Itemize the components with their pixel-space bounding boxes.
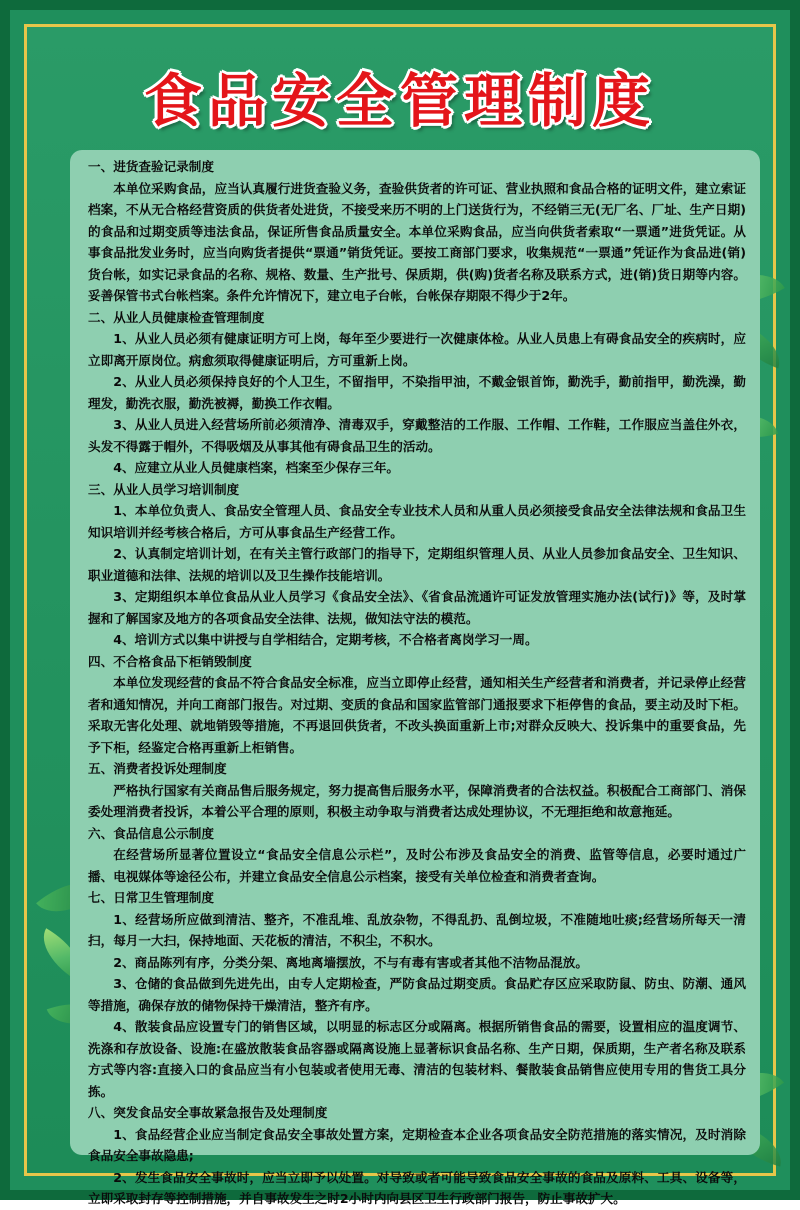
section-heading: 六、食品信息公示制度 [88,825,214,841]
section-heading: 二、从业人员健康检查管理制度 [88,309,265,325]
section-heading: 八、突发食品安全事故紧急报告及处理制度 [88,1105,328,1120]
section-heading: 七、日常卫生管理制度 [88,890,214,905]
section-paragraph: 1、食品经营企业应当制定食品安全事故处置方案，定期检查本企业各项食品安全防范措施的落实情况，及时消除食品安全事故隐患; [88,1126,746,1163]
section-heading: 五、消费者投诉处理制度 [88,761,227,776]
section-paragraph: 2、商品陈列有序，分类分架、离地离墙摆放，不与有毒有害或者其他不洁物品混放。 [113,954,588,970]
section-paragraph: 3、从业人员进入经营场所前必须清净、清毒双手，穿戴整洁的工作服、工作帽、工作鞋，工作服应当盖住外衣，头发不得露于帽外，不得吸烟及从事其他有碍食品卫生的活动。 [88,417,746,454]
section-paragraph: 1、经营场所应做到清洁、整齐，不准乱堆、乱放杂物，不得乱扔、乱倒垃圾，不准随地吐痰;经营场所每天一清扫，每月一大扫，保持地面、天花板的清洁，不积尘，不积水。 [88,911,746,948]
section-heading: 一、进货查验记录制度 [88,159,214,174]
section-paragraph: 4、散装食品应设置专门的销售区域，以明显的标志区分或隔离。根据所销售食品的需要，设置相应的温度调节、洗涤和存放设备、设施:在盛放散装食品容器或隔离设施上显著标识食品名称、生产日期，保质期，生产者名称及联系方式等内容:直接入口的食品应当有小包装或者使用无毒、清洁的包装材料、餐散装食品销售应使用专用的售货工具分拣。 [88,1019,746,1099]
section-paragraph: 1、本单位负责人、食品安全管理人员、食品安全专业技术人员和从重人员必须接受食品安全法律法规和食品卫生知识培训并经考核合格后，方可从事食品生产经营工作。 [88,503,746,540]
section-paragraph: 2、发生食品安全事故时，应当立即予以处置。对导致或者可能导致食品安全事故的食品及原料、工具、设备等，立即采取封存等控制措施，并自事故发生之时2小时内向县区卫生行政部门报告，防止事故扩大。 [88,1169,746,1206]
section-paragraph: 4、应建立从业人员健康档案，档案至少保存三年。 [113,460,400,475]
section-paragraph: 1、从业人员必须有健康证明方可上岗，每年至少要进行一次健康体检。从业人员患上有碍食品安全的疾病时，应立即离开原岗位。病愈须取得健康证明后，方可重新上岗。 [88,331,746,368]
section-paragraph: 3、定期组织本单位食品从业人员学习《食品安全法》、《省食品流通许可证发放管理实施办法(试行)》等，及时掌握和了解国家及地方的各项食品安全法律、法规，做知法守法的模范。 [88,589,746,626]
section-paragraph: 本单位采购食品，应当认真履行进货查验义务，查验供货者的许可证、营业执照和食品合格的证明文件，建立索证档案，不从无合格经营资质的供货者处进货，不接受来历不明的上门送货行为，不经销三无(无厂名、厂址、生产日期)的食品和过期变质等违法食品，保证所售食品质量安全。本单位采购食品，应当向供货者索取“一票通”进货凭证。从事食品批发业务时，应当向购货者提供“票通”销货凭证。要按工商部门要求，收集规范“一票通”凭证作为食品进(销)货台帐，如实记录食品的名称、规格、数量、生产批号、保质期，供(购)货者名称及联系方式，进(销)货日期等内容。妥善保管书式台帐档案。条件允许情况下，建立电子台帐，台帐保存期限不得少于2年。 [88,180,746,303]
section-heading: 三、从业人员学习培训制度 [88,481,240,497]
section-paragraph: 4、培训方式以集中讲授与自学相结合，定期考核，不合格者离岗学习一周。 [113,632,538,647]
section-paragraph: 3、仓储的食品做到先进先出，由专人定期检查，严防食品过期变质。食品贮存区应采取防鼠、防虫、防潮、通风等措施，确保存放的储物保持干燥清洁，整齐有序。 [88,976,746,1013]
section-paragraph: 2、从业人员必须保持良好的个人卫生，不留指甲，不染指甲油，不戴金银首饰，勤洗手，勤前指甲，勤洗澡，勤理发，勤洗衣服，勤洗被褥，勤换工作衣帽。 [88,374,746,411]
section-paragraph: 在经营场所显著位置设立“食品安全信息公示栏”，及时公布涉及食品安全的消费、监管等信息，必要时通过广播、电视媒体等途径公布，并建立食品安全信息公示档案，接受有关单位检查和消费者查询。 [88,847,746,884]
content-panel [70,150,760,1206]
section-paragraph: 2、认真制定培训计划，在有关主管行政部门的指导下，定期组织管理人员、从业人员参加食品安全、卫生知识、职业道德和法律、法规的培训以及卫生操作技能培训。 [88,546,746,583]
section-paragraph: 本单位发现经营的食品不符合食品安全标准，应当立即停止经营，通知相关生产经营者和消费者，并记录停止经营者和通知情况，并向工商部门报告。对过期、变质的食品和国家监管部门通报要求下柜停售的食品，要主动及时下柜。采取无害化处理、就地销毁等措施，不再退回供货者，不改头换面重新上市;对群众反映大、投诉集中的重要食品，先予下柜，经鉴定合格再重新上柜销售。 [88,675,746,755]
section-paragraph: 严格执行国家有关商品售后服务规定，努力提高售后服务水平，保障消费者的合法权益。积极配合工商部门、消保委处理消费者投诉，本着公平合理的原则，积极主动争取与消费者达成处理协议，不无理拒绝和故意拖延。 [88,782,746,819]
section-heading: 四、不合格食品下柜销毁制度 [88,653,252,669]
page-title: 食品安全管理制度 [143,67,656,135]
